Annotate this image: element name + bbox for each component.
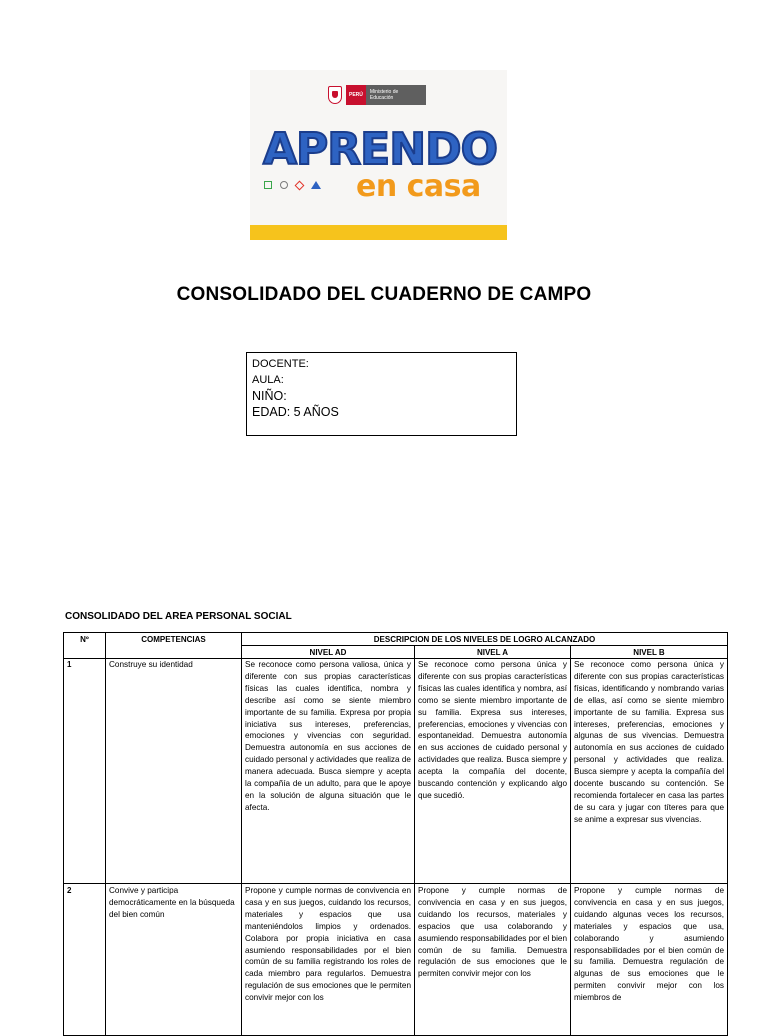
- peru-shield-icon: [328, 86, 342, 104]
- header-nivel-ad: NIVEL AD: [242, 646, 415, 659]
- header-descripcion: DESCRIPCION DE LOS NIVELES DE LOGRO ALCANZADO: [242, 633, 728, 646]
- square-icon: [264, 181, 272, 189]
- aula-label: AULA:: [252, 374, 284, 386]
- nivel-ad-cell: Propone y cumple normas de convivencia en casa y en sus juegos, cuidando los recursos, materiales y espacios que usa manteniéndolos limpios y ordenados. Colabora por propia iniciativa en casa asumiendo responsabilidades por el bien común de su familia registrando los roles de cada miembro para regularlos. Demuestra regulación de sus emociones que le permiten convivir mejor con los: [242, 884, 415, 1036]
- triangle-icon: [311, 181, 321, 189]
- edad-label: EDAD: 5 AÑOS: [252, 405, 339, 419]
- row-number: 2: [64, 884, 106, 1036]
- row-number: 1: [64, 659, 106, 884]
- docente-label: DOCENTE:: [252, 358, 309, 370]
- nivel-ad-cell: Se reconoce como persona valiosa, única y diferente con sus propias características físicas las cuales identifica, nombra y describe así como se siente miembro importante de su familia. Expresa por propia iniciativa sus intereses, preferencias, emociones y vivencias con seguridad. Demuestra autonomía en sus acciones de cuidado personal y actividades que realiza de manera adecuada. Busca siempre y acepta la compañía de un adulto, para que le apoye en la solución de alguna situación que le afecta.: [242, 659, 415, 884]
- header-nivel-a: NIVEL A: [415, 646, 571, 659]
- header-competencias: COMPETENCIAS: [106, 633, 242, 659]
- aprendo-en-casa-banner: [250, 70, 507, 240]
- nivel-a-cell: Propone y cumple normas de convivencia en casa y en sus juegos, cuidando los recursos, materiales y espacios que usa colaborando y asumiendo responsabilidades por el bien común de su familia. Demuestra regulación de sus emociones que le permiten convivir mejor con los: [415, 884, 571, 1036]
- ministry-label: Ministerio de Educación: [366, 85, 426, 105]
- brand-shapes: [264, 181, 321, 189]
- circle-icon: [280, 181, 288, 189]
- table-row: [64, 659, 728, 884]
- section-title: CONSOLIDADO DEL AREA PERSONAL SOCIAL: [65, 611, 292, 622]
- document-title: CONSOLIDADO DEL CUADERNO DE CAMPO: [176, 284, 592, 305]
- header-num: Nº: [64, 633, 106, 659]
- table-row: [64, 884, 728, 1036]
- peru-label: PERÚ: [346, 85, 366, 105]
- achievement-table: [63, 632, 728, 1036]
- yellow-stripe: [250, 225, 507, 240]
- nivel-a-cell: Se reconoce como persona única y diferente con sus propias características físicas las cuales identifica y nombra, así como se siente miembro importante de su familia. Expresa sus intereses, preferencias, emociones y vivencias con espontaneidad. Demuestra autonomía en sus acciones de cuidado personal y actividades que realiza. Busca siempre y acepta la compañía del docente, buscando contención y explicando algo que sucedió.: [415, 659, 571, 884]
- ministry-logo: [328, 85, 430, 105]
- competencia-cell: Construye su identidad: [106, 659, 242, 884]
- brand-subtitle: en casa: [356, 169, 481, 204]
- student-info-box: [246, 352, 517, 436]
- header-nivel-b: NIVEL B: [571, 646, 728, 659]
- nino-label: NIÑO:: [252, 389, 287, 403]
- nivel-b-cell: Se reconoce como persona única y diferente con sus propias características físicas, identificando y nombrando varias de ellas, así como se siente miembro importante de su familia. Expresa sus intereses, preferencias, emociones y algunas de sus vivencias. Demuestra autonomía en sus acciones de cuidado personal y actividades que realiza. Busca siempre y acepta la compañía del docente buscando su contención. Se recomienda fortalecer en casa las partes de su cara y jugar con títeres para que se anime a expresar sus vivencias.: [571, 659, 728, 884]
- competencia-cell: Convive y participa democráticamente en la búsqueda del bien común: [106, 884, 242, 1036]
- diamond-icon: [295, 180, 305, 190]
- nivel-b-cell: Propone y cumple normas de convivencia en casa y en sus juegos, cuidando algunas veces los recursos, materiales y espacios que usa, colaborando y asumiendo responsabilidades por el bien común de su familia. Demuestra regulación de algunas de sus emociones que le permiten convivir mejor con los miembros de: [571, 884, 728, 1036]
- brand-title: APRENDO: [263, 124, 497, 175]
